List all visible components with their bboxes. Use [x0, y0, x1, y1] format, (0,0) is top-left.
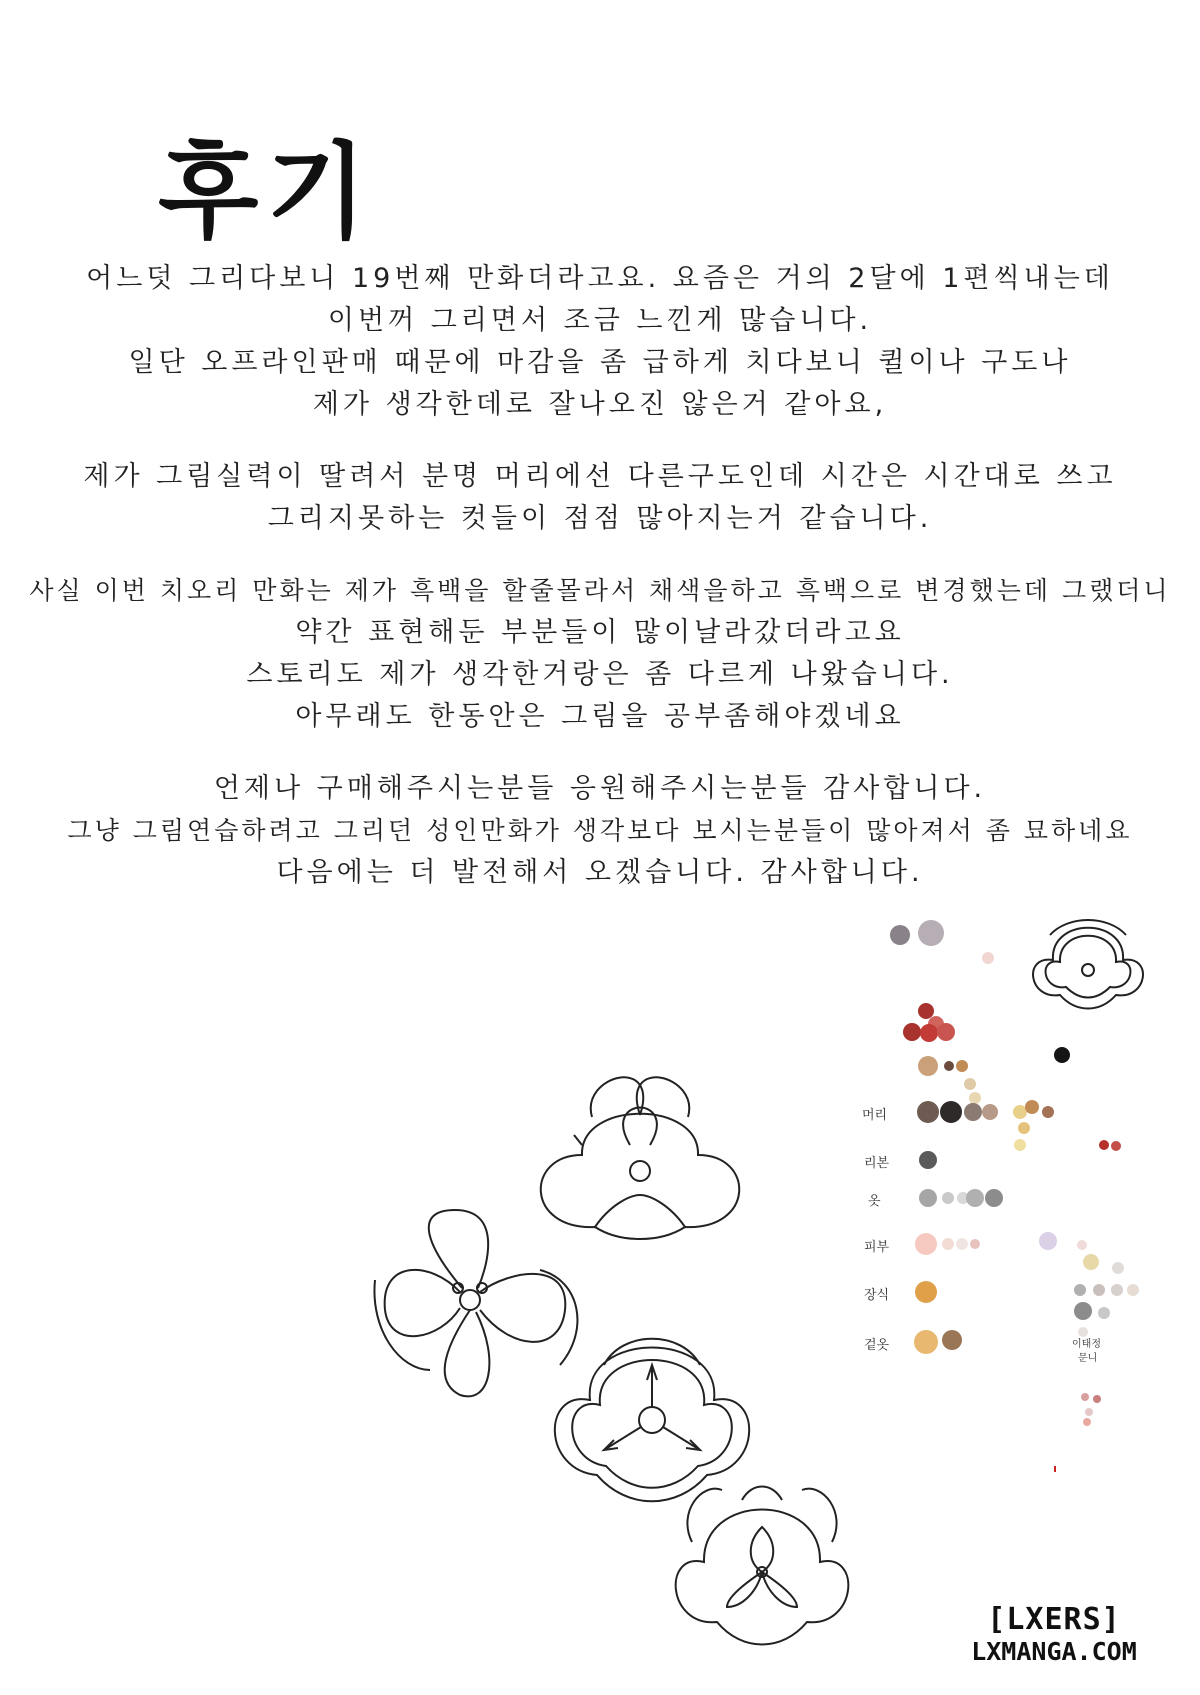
text-line: 이번꺼 그리면서 조금 느낀게 많습니다.	[327, 305, 873, 336]
watermark-line-2: LXMANGA.COM	[971, 1637, 1137, 1666]
swatch	[917, 1101, 939, 1123]
swatch	[985, 1189, 1003, 1207]
swatch	[1098, 1307, 1110, 1319]
swatch	[1074, 1284, 1086, 1296]
swatch	[918, 1003, 934, 1019]
swatch	[944, 1061, 954, 1071]
color-palette	[890, 920, 1139, 1472]
palette-label-hair: 머리	[862, 1108, 888, 1123]
swatch	[1093, 1284, 1105, 1296]
swatch	[1083, 1418, 1091, 1426]
swatch	[1093, 1395, 1101, 1403]
flower-sketch-1	[541, 1077, 740, 1239]
swatch	[1099, 1140, 1109, 1150]
swatch	[903, 1023, 921, 1041]
swatch	[1018, 1122, 1030, 1134]
text-line: 제가 그림실력이 딸려서 분명 머리에선 다른구도인데 시간은 시간대로 쓰고	[83, 461, 1117, 492]
swatch	[915, 1233, 937, 1255]
page-title: 후기	[158, 131, 375, 253]
swatch	[1111, 1141, 1121, 1151]
watermark-line-1: [LXERS]	[987, 1602, 1121, 1637]
flower-sketch-5	[1033, 920, 1143, 1009]
text-line: 그냥 그림연습하려고 그리던 성인만화가 생각보다 보시는분들이 많아져서 좀 묘하네요	[67, 816, 1133, 845]
swatch	[940, 1101, 962, 1123]
swatch	[964, 1078, 976, 1090]
swatch	[1054, 1047, 1070, 1063]
swatch	[1085, 1408, 1093, 1416]
palette-label-coat: 겉옷	[864, 1338, 890, 1353]
swatch	[918, 1056, 938, 1076]
swatch	[982, 1104, 998, 1120]
swatch	[970, 1239, 980, 1249]
swatch	[915, 1281, 937, 1303]
swatch	[942, 1192, 954, 1204]
swatch	[919, 1189, 937, 1207]
swatch	[1014, 1139, 1026, 1151]
swatch	[956, 1238, 968, 1250]
palette-label-ribbon: 리본	[864, 1156, 890, 1171]
swatch	[1111, 1284, 1123, 1296]
swatch	[966, 1189, 984, 1207]
palette-side-note-2: 문니	[1078, 1353, 1098, 1364]
flower-sketch-3	[555, 1339, 749, 1502]
text-line: 다음에는 더 발전해서 오겠습니다. 감사합니다.	[276, 857, 924, 888]
swatch	[982, 952, 994, 964]
palette-side-note-1: 이태정	[1072, 1339, 1101, 1350]
swatch	[1074, 1302, 1092, 1320]
swatch	[956, 1060, 968, 1072]
text-line: 사실 이번 치오리 만화는 제가 흑백을 할줄몰라서 채색을하고 흑백으로 변경했는데 그랬더니	[29, 576, 1171, 605]
text-line: 아무래도 한동안은 그림을 공부좀해야겠네요	[295, 701, 905, 732]
swatch	[1112, 1262, 1124, 1274]
text-line: 그리지못하는 컷들이 점점 많아지는거 같습니다.	[267, 503, 933, 534]
watermark	[954, 1603, 1154, 1667]
swatch	[1054, 1466, 1056, 1472]
swatch	[914, 1330, 938, 1354]
swatch	[1025, 1100, 1039, 1114]
text-line: 약간 표현해둔 부분들이 많이날라갔더라고요	[295, 617, 905, 648]
palette-label-accessory: 장식	[864, 1288, 890, 1303]
swatch	[1042, 1106, 1054, 1118]
text-line: 제가 생각한데로 잘나오진 않은거 같아요,	[312, 389, 888, 420]
swatch	[942, 1330, 962, 1350]
swatch	[919, 1151, 937, 1169]
swatch	[918, 920, 944, 946]
flower-sketch-4	[676, 1487, 849, 1645]
flower-sketch-2	[374, 1210, 577, 1396]
swatch	[1077, 1240, 1087, 1250]
text-line: 언제나 구매해주시는분들 응원해주시는분들 감사합니다.	[213, 773, 987, 804]
swatch	[937, 1023, 955, 1041]
swatch	[964, 1103, 982, 1121]
swatch	[1127, 1284, 1139, 1296]
palette-label-clothes: 옷	[868, 1194, 881, 1209]
swatch	[1013, 1105, 1027, 1119]
swatch	[1081, 1393, 1089, 1401]
swatch	[969, 1092, 981, 1104]
text-line: 스토리도 제가 생각한거랑은 좀 다르게 나왔습니다.	[246, 659, 954, 690]
swatch	[920, 1024, 938, 1042]
text-line: 어느덧 그리다보니 19번째 만화더라고요. 요즘은 거의 2달에 1편씩내는데	[86, 263, 1114, 294]
swatch	[1039, 1232, 1057, 1250]
swatch	[942, 1238, 954, 1250]
swatch	[890, 925, 910, 945]
palette-label-skin: 피부	[864, 1240, 890, 1255]
swatch	[1083, 1254, 1099, 1270]
text-line: 일단 오프라인판매 때문에 마감을 좀 급하게 치다보니 퀼이나 구도나	[128, 347, 1072, 378]
